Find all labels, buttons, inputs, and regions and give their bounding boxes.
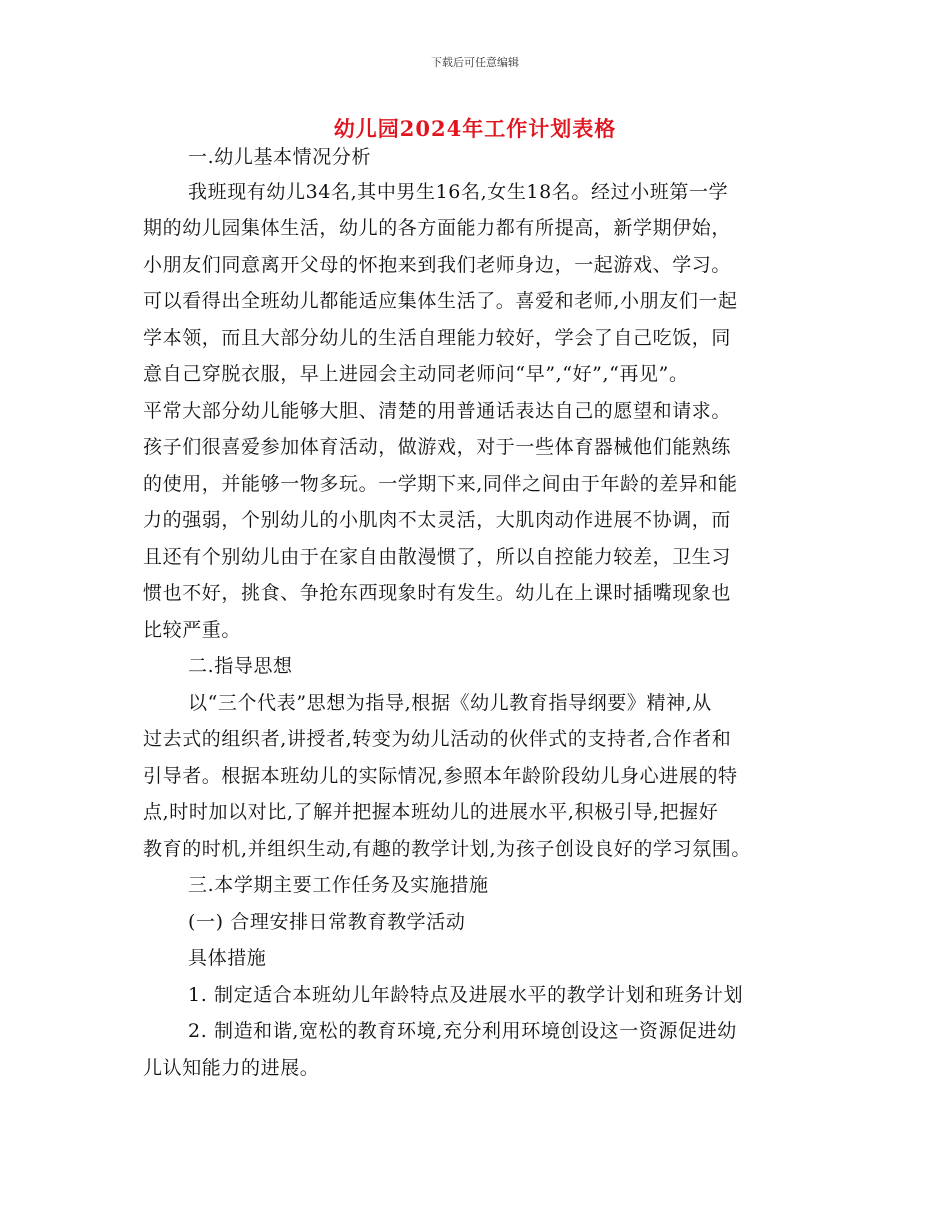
list-item-continuation: 儿认知能力的进展。	[143, 1057, 320, 1079]
paragraph-line: 可以看得出全班幼儿都能适应集体生活了。喜爱和老师,小朋友们一起	[143, 290, 738, 312]
paragraph-line: 意自己穿脱衣服，早上进园会主动同老师问“早”,“好”,“再见”。	[143, 363, 689, 385]
paragraph-line: 引导者。根据本班幼儿的实际情况,参照本年龄阶段幼儿身心进展的特	[143, 765, 738, 787]
paragraph-line: 孩子们很喜爱参加体育活动，做游戏，对于一些体育器械他们能熟练	[143, 436, 732, 458]
section-heading-2: 二.指导思想	[188, 655, 293, 677]
paragraph-line: 期的幼儿园集体生活，幼儿的各方面能力都有所提高，新学期伊始，	[143, 217, 732, 239]
paragraph-line: 的使用，并能够一物多玩。一学期下来,同伴之间由于年龄的差异和能	[143, 473, 738, 495]
paragraph-line: 点,时时加以对比,了解并把握本班幼儿的进展水平,积极引导,把握好	[143, 801, 719, 823]
header-note: 下载后可任意编辑	[431, 56, 519, 69]
paragraph-line: 学本领，而且大部分幼儿的生活自理能力较好，学会了自己吃饭，同	[143, 327, 732, 349]
subsection-heading: (一) 合理安排日常教育教学活动	[188, 911, 466, 933]
paragraph-line: 小朋友们同意离开父母的怀抱来到我们老师身边，一起游戏、学习。	[143, 254, 732, 276]
document-title: 幼儿园2024年工作计划表格	[333, 116, 617, 141]
paragraph-line: 惯也不好，挑食、争抢东西现象时有发生。幼儿在上课时插嘴现象也	[143, 582, 732, 604]
section-heading-3: 三.本学期主要工作任务及实施措施	[188, 874, 489, 896]
paragraph-line: 平常大部分幼儿能够大胆、清楚的用普通话表达自己的愿望和请求。	[143, 400, 732, 422]
paragraph-line: 比较严重。	[143, 619, 242, 641]
list-item: 1. 制定适合本班幼儿年龄特点及进展水平的教学计划和班务计划	[188, 984, 744, 1006]
paragraph-line: 教育的时机,并组织生动,有趣的教学计划,为孩子创设良好的学习氛围。	[143, 838, 751, 860]
paragraph-line: 我班现有幼儿34名,其中男生16名,女生18名。经过小班第一学	[188, 181, 729, 203]
paragraph-line: 过去式的组织者,讲授者,转变为幼儿活动的伙伴式的支持者,合作者和	[143, 728, 732, 750]
paragraph-line: 力的强弱，个别幼儿的小肌肉不太灵活，大肌肉动作进展不协调，而	[143, 509, 732, 531]
paragraph-line: 且还有个别幼儿由于在家自由散漫惯了，所以自控能力较差，卫生习	[143, 546, 732, 568]
section-heading-1: 一.幼儿基本情况分析	[188, 146, 372, 168]
subsection-label: 具体措施	[188, 947, 267, 969]
paragraph-line: 以“三个代表”思想为指导,根据《幼儿教育指导纲要》精神,从	[188, 692, 712, 714]
list-item: 2. 制造和谐,宽松的教育环境,充分利用环境创设这一资源促进幼	[188, 1020, 737, 1042]
